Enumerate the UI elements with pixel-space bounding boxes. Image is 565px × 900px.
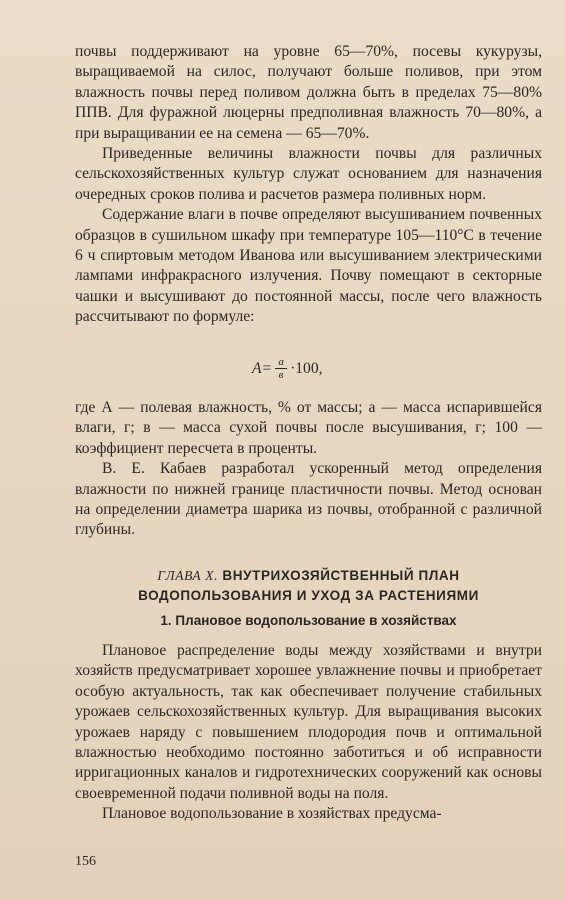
formula-lhs: A= [252,359,273,377]
chapter-heading [75,566,542,606]
body-text-chapter [75,641,542,825]
body-text-after-formula [75,398,542,541]
paragraph: Плановое распределение воды между хозяйствами и внутри хозяйств предусматривает хорошее увлажнение почвы и приобретает особую актуальность, так как обеспечивает получение стабильных урожаев сельскохозяйственных культур. Для выращивания высоких урожаев наряду с повышением плодородия почв и оптимальной влажностью необходимо постоянно заботиться и об исправности ирригационных каналов и гидротехнических сооружений как основы своевременной подачи поливной воды на поля. [75,642,542,802]
chapter-title-line2: ВОДОПОЛЬЗОВАНИЯ И УХОД ЗА РАСТЕНИЯМИ [138,588,479,603]
formula-denominator: в [278,369,284,381]
paragraph: почвы поддерживают на уровне 65—70%, посевы кукурузы, выращиваемой на силос, получают больше поливов, при этом влажность почвы перед поливом должна быть в пределах 75—80% ППВ. Для фуражной люцерны предполивная влажность 70—80%, а при выращивании ее на семена — 65—70%. [75,43,542,142]
formula-tail: ·100, [290,359,323,377]
chapter-number: ГЛАВА X. [157,568,219,583]
chapter-title-line1: ВНУТРИХОЗЯЙСТВЕННЫЙ ПЛАН [222,568,460,583]
formula-numerator: a [278,356,284,368]
paragraph: В. Е. Кабаев разработал ускоренный метод определения влажности по нижней границе пластичности почвы. Метод основан на определении диаметра шарика из почвы, отобранной с различной глубины. [75,460,542,539]
paragraph: Плановое водопользование в хозяйствах предусма- [102,805,442,823]
paragraph: Приведенные величины влажности почвы для различных сельскохозяйственных культур служат основанием для назначения очередных сроков полива и расчетов размера поливных норм. [75,145,542,203]
paragraph: где А — полевая влажность, % от массы; а — масса испарившейся влаги, г; в — масса сухой почвы после высушивания, г; 100 — коэффициент пересчета в проценты. [75,399,542,457]
humidity-formula [252,356,323,381]
formula-fraction [275,356,287,381]
section-heading: 1. Плановое водопользование в хозяйствах [160,613,457,628]
body-text-top [75,42,542,328]
page-number: 156 [75,854,96,869]
paragraph: Содержание влаги в почве определяют высушиванием почвенных образцов в сушильном шкафу при температуре 105—110°С в течение 6 ч спиртовым методом Иванова или высушиванием электрическими лампами инфракрасного излучения. Почву помещают в секторные чашки и высушивают до постоянной массы, после чего влажность рассчитывают по формуле: [75,206,542,326]
